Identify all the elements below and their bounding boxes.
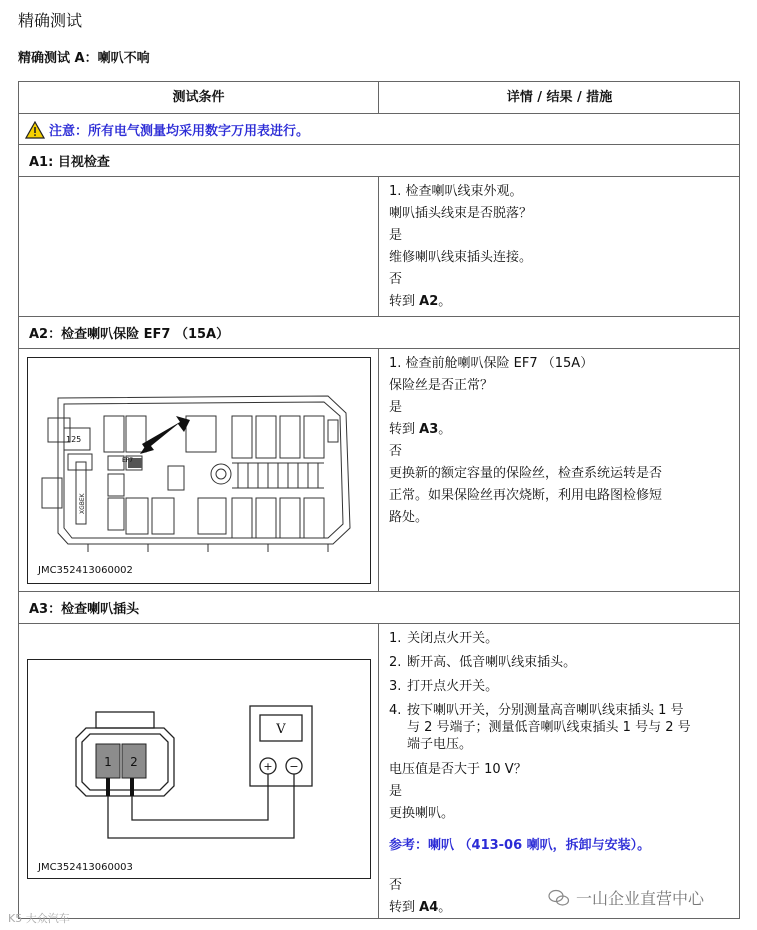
multimeter-note	[25, 120, 309, 139]
warning-icon	[25, 121, 45, 139]
a3-step	[389, 652, 734, 674]
fuse-125-label: 125	[66, 435, 82, 444]
a1-line: 1. 检查喇叭线束外观。	[389, 184, 523, 199]
a3-no: 否	[389, 878, 403, 893]
step-number: 4.	[389, 703, 402, 718]
goto-suffix: 。	[438, 294, 452, 309]
a2-action-line: 更换新的额定容量的保险丝，检查系统运转是否	[389, 466, 663, 481]
page-subtitle: 精确测试 A：喇叭不响	[18, 51, 150, 66]
col-divider-a3	[378, 623, 379, 919]
step-4-line: 端子电压。	[407, 737, 473, 752]
step-number: 1.	[389, 631, 402, 646]
a3-reference-link[interactable]: 参考：喇叭 （413-06 喇叭，拆卸与安装）。	[389, 838, 651, 853]
row-line	[19, 144, 739, 145]
row-line	[19, 348, 739, 349]
box-code-label: XGBEK	[79, 493, 86, 514]
a2-details	[389, 353, 734, 529]
row-line	[19, 113, 739, 114]
section-a3-title: A3：检查喇叭插头	[29, 602, 140, 617]
row-line	[19, 176, 739, 177]
a1-details	[389, 181, 734, 313]
col-divider-a2	[378, 348, 379, 591]
a3-yes: 是	[389, 784, 403, 799]
row-line	[19, 623, 739, 624]
goto-target: A3	[419, 422, 439, 437]
header-condition: 测试条件	[172, 90, 225, 105]
probe-2	[130, 778, 134, 796]
a2-action-line: 正常。如果保险丝再次烧断，利用电路图检修短	[389, 488, 663, 503]
step-number: 2.	[389, 655, 402, 670]
a3-step	[389, 628, 734, 650]
goto-target: A4	[419, 900, 439, 915]
note-text: 注意：所有电气测量均采用数字万用表进行。	[49, 124, 310, 139]
watermark-right-text: 一山企业直营中心	[576, 889, 705, 908]
pin-1-label: 1	[104, 755, 112, 769]
row-line	[19, 316, 739, 317]
section-a1-title: A1: 目视检查	[29, 155, 110, 170]
goto-target: A2	[419, 294, 439, 309]
watermark-left: K5 大众汽车	[8, 912, 70, 925]
fuse-ef7-label: EF7	[122, 457, 134, 464]
row-line	[19, 591, 739, 592]
a2-line: 1. 检查前舱喇叭保险 EF7 （15A）	[389, 356, 594, 371]
a3-question: 电压值是否大于 10 V？	[389, 762, 527, 777]
meter-unit-label: V	[276, 722, 286, 737]
a1-line: 维修喇叭线束插头连接。	[389, 250, 533, 265]
goto-prefix: 转到	[389, 900, 420, 915]
a3-step	[389, 676, 734, 698]
a1-line: 否	[389, 272, 403, 287]
page-title: 精确测试	[18, 11, 83, 30]
step-text: 断开高、低音喇叭线束插头。	[407, 655, 577, 670]
a1-line: 是	[389, 228, 403, 243]
fuse-box-drawing	[28, 358, 369, 558]
a3-figure-label: JMC352413060003	[38, 862, 133, 873]
step-4-line: 与 2 号端子；测量低音喇叭线束插头 1 号与 2 号	[407, 720, 691, 735]
a2-no: 否	[389, 444, 403, 459]
voltage-test-drawing	[28, 660, 369, 855]
step-text: 打开点火开关。	[407, 679, 499, 694]
header-details: 详情 / 结果 / 措施	[506, 90, 613, 105]
step-number: 3.	[389, 679, 402, 694]
a3-details	[389, 628, 734, 919]
goto-suffix: 。	[438, 422, 452, 437]
goto-prefix: 转到	[389, 422, 420, 437]
probe-1	[106, 778, 110, 796]
fuse-box-figure	[27, 357, 371, 584]
meter-plus-label: +	[263, 760, 273, 773]
step-text: 关闭点火开关。	[407, 631, 499, 646]
meter-minus-label: −	[289, 760, 299, 773]
wechat-icon	[548, 889, 570, 907]
a3-yes-action: 更换喇叭。	[389, 806, 455, 821]
test-table	[18, 81, 740, 919]
voltage-test-figure	[27, 659, 371, 879]
watermark-right	[548, 886, 704, 909]
section-a2-title: A2：检查喇叭保险 EF7 （15A）	[29, 327, 230, 342]
a2-figure-label: JMC352413060002	[38, 565, 133, 576]
a2-line: 保险丝是否正常？	[389, 378, 494, 393]
a2-line: 是	[389, 400, 403, 415]
pin-2-label: 2	[130, 755, 138, 769]
step-4-line: 按下喇叭开关，分别测量高音喇叭线束插头 1 号	[407, 703, 684, 718]
col-divider-a1	[378, 176, 379, 316]
a1-goto	[389, 291, 734, 313]
a2-action-line: 路处。	[389, 510, 429, 525]
a2-goto	[389, 419, 734, 441]
step-4-text	[407, 702, 691, 753]
a1-line: 喇叭插头线束是否脱落？	[389, 206, 533, 221]
goto-suffix: 。	[438, 900, 452, 915]
goto-prefix: 转到	[389, 294, 420, 309]
a3-step-4	[389, 702, 734, 753]
